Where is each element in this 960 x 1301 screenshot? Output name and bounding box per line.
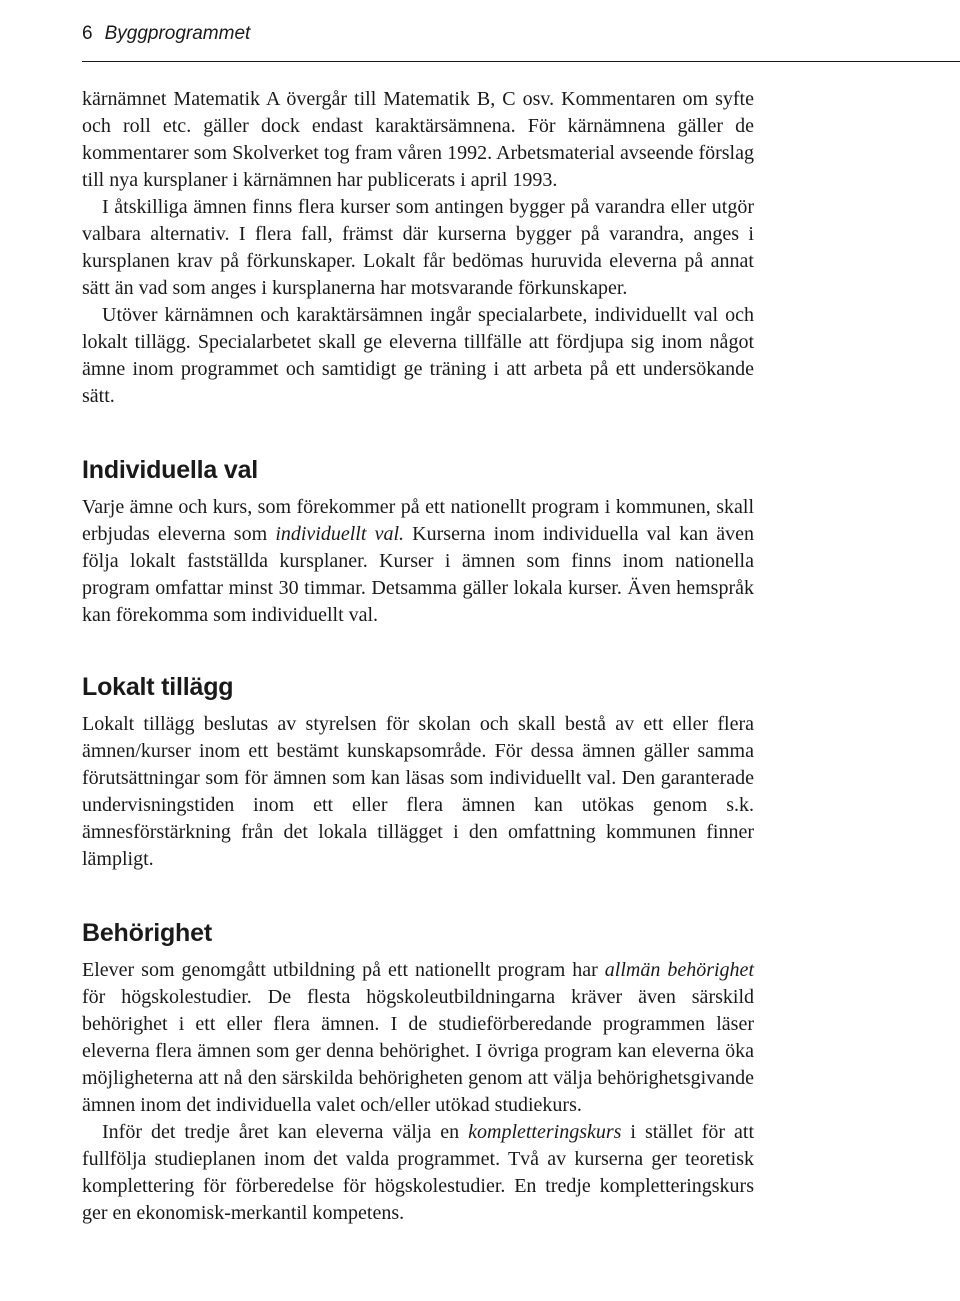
page-number: 6	[82, 23, 93, 44]
paragraph: I åtskilliga ämnen finns flera kurser som antingen bygger på varandra eller utgör valbara alternativ. I flera fall, främst där kurserna bygger på varandra, anges i kursplanen krav på förkunskaper. Lokalt får bedömas huruvida eleverna på annat sätt än vad som anges i kursplanerna har motsvarande förkunskaper.	[82, 196, 754, 299]
text-run: Inför det tredje året kan eleverna välja en	[102, 1121, 469, 1143]
section-heading: Lokalt tillägg	[82, 673, 234, 701]
paragraph	[82, 1119, 754, 1227]
page-body	[82, 86, 754, 1227]
text-run: Varje ämne och kurs, som förekommer på ett nationellt program i kommunen, skall erbjudas eleverna som	[82, 496, 754, 545]
section-behorighet	[82, 917, 754, 1227]
intro-section	[82, 86, 754, 410]
section-heading: Behörighet	[82, 919, 212, 947]
text-run: för högskolestudier. De flesta högskoleutbildningarna kräver även särskild behörighet i ett eller flera ämnen. I de studieförberedande programmen läser eleverna flera ämnen som ger denna behörighet. I övriga program kan eleverna öka möjligheterna att nå den särskilda behörigheten genom att välja behörighetsgivande ämnen inom det individuella valet och/eller utökad studiekurs.	[82, 986, 754, 1116]
paragraph: kärnämnet Matematik A övergår till Matematik B, C osv. Kommentaren om syfte och roll etc. gäller dock endast karaktärsämnena. För kärnämnena gäller de kommentarer som Skolverket tog fram våren 1992. Arbetsmaterial avseende förslag till nya kursplaner i kärnämnen har publicerats i april 1993.	[82, 88, 754, 191]
emphasized-term: kompletteringskurs	[468, 1121, 622, 1143]
text-run: i stället för att fullfölja studieplanen inom det valda programmet. Två av kurserna ger teoretisk komplettering för förberedelse för högskolestudier. En tredje kompletteringskurs ger en ekonomisk-merkantil kompetens.	[82, 1121, 754, 1224]
header-rule	[82, 61, 960, 62]
page-header	[82, 20, 250, 48]
section-heading: Individuella val	[82, 456, 259, 484]
text-run: Kurserna inom individuella val kan även följa lokalt fastställda kursplaner. Kurser i ämnen som finns inom nationella program omfattar minst 30 timmar. Detsamma gäller lokala kurser. Även hemspråk kan förekomma som individuellt val.	[82, 523, 755, 626]
paragraph: Utöver kärnämnen och karaktärsämnen ingår specialarbete, individuellt val och lokalt tillägg. Specialarbetet skall ge eleverna tillfälle att fördjupa sig inom något ämne inom programmet och samtidigt ge träning i att arbeta på ett undersökande sätt.	[82, 304, 754, 407]
section-individuella-val	[82, 454, 754, 629]
text-run: Elever som genomgått utbildning på ett nationellt program har	[82, 959, 605, 981]
paragraph: Lokalt tillägg beslutas av styrelsen för skolan och skall bestå av ett eller flera ämnen/kurser inom ett bestämt kunskapsområde. För dessa ämnen gäller samma förutsättningar som för ämnen som kan läsas som individuellt val. Den garanterade undervisningstiden inom ett eller flera ämnen kan utökas genom s.k. ämnesförstärkning från det lokala tillägget i den omfattning kommunen finner lämpligt.	[82, 713, 754, 870]
paragraph	[82, 494, 754, 629]
section-lokalt-tillagg	[82, 671, 754, 873]
emphasized-term: individuellt val.	[275, 523, 405, 545]
running-title: Byggprogrammet	[104, 23, 251, 44]
emphasized-term: allmän behörighet	[604, 959, 754, 981]
paragraph	[82, 957, 754, 1119]
